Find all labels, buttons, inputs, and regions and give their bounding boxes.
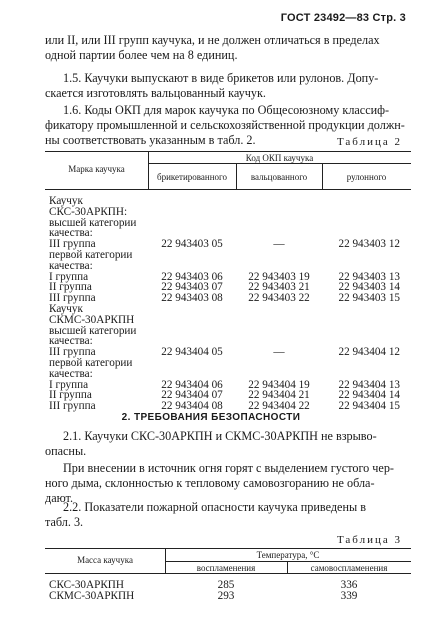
page-header: ГОСТ 23492—83 Стр. 3 xyxy=(280,12,406,24)
table-2-col-rul: рулонного xyxy=(346,172,387,182)
table-rule xyxy=(165,561,411,562)
table-rule xyxy=(148,163,411,164)
table-2-cell-brik: 22 943404 05 xyxy=(161,346,223,358)
table-2-cell-mark: I группа xyxy=(49,271,89,283)
table-2-cell-valc: 22 943403 21 xyxy=(248,281,310,293)
text-line: скается изготовлять вальцованный каучук. xyxy=(45,86,266,100)
paragraph-2-1 xyxy=(45,429,410,459)
table-2-cell-mark: Каучук xyxy=(49,303,83,315)
table-3-cell-a: 285 xyxy=(217,579,235,591)
text-line: 2.2. Показатели пожарной опасности каучука приведены в xyxy=(63,500,366,514)
table-2-cell-valc: — xyxy=(273,346,285,358)
text-line: При внесении в источник огня горят с выделением густого чер- xyxy=(63,461,394,475)
table-2-cell-mark: высшей категории xyxy=(49,217,137,229)
table-2-cell-mark: СКМС-30АРКПН xyxy=(49,314,135,326)
table-3-col-group: Температура, °С xyxy=(256,550,320,560)
table-3-col-a: воспламенения xyxy=(196,563,256,573)
table-rule xyxy=(45,573,411,574)
table-2-cell-mark: высшей категории xyxy=(49,325,137,337)
table-2-cell-brik: 22 943404 07 xyxy=(161,389,223,401)
table-2-cell-valc: 22 943404 22 xyxy=(248,400,310,412)
table-2-cell-valc: 22 943404 21 xyxy=(248,389,310,401)
table-2-cell-brik: 22 943403 07 xyxy=(161,281,223,293)
table-2-cell-valc: 22 943403 19 xyxy=(248,271,310,283)
table-2-cell-brik: 22 943403 05 xyxy=(161,238,223,250)
table-3-cell-mark: СКМС-30АРКПН xyxy=(49,590,135,602)
text-line: 1.6. Коды ОКП для марок каучука по Общесоюзному классиф- xyxy=(63,103,390,117)
table-2-cell-mark: первой категории xyxy=(49,357,133,369)
table-2-cell-brik: 22 943403 08 xyxy=(161,292,223,304)
table-2-cell-mark: качества: xyxy=(49,227,93,239)
table-2-cell-brik: 22 943403 06 xyxy=(161,271,223,283)
text-line: фикатору промышленной и сельскохозяйственной продукции должн- xyxy=(45,118,405,132)
table-2-cell-mark: II группа xyxy=(49,281,92,293)
table-2-cell-mark: III группа xyxy=(49,238,96,250)
table-2-cell-rul: 22 943403 15 xyxy=(338,292,400,304)
text-line: табл. 3. xyxy=(45,515,84,529)
intro-paragraph xyxy=(45,33,410,63)
table-2-cell-mark: СКС-30АРКПН: xyxy=(49,206,128,218)
table-rule xyxy=(45,189,411,190)
table-2-cell-rul: 22 943404 12 xyxy=(338,346,400,358)
table-2-cell-rul: 22 943404 14 xyxy=(338,389,400,401)
table-3-cell-a: 293 xyxy=(217,590,235,602)
table-2-cell-valc: 22 943403 22 xyxy=(248,292,310,304)
text-line: 1.5. Каучуки выпускают в виде брикетов или рулонов. Допу- xyxy=(63,71,379,85)
table-3-col-b: самовоспламенения xyxy=(310,563,388,573)
table-2-title: Таблица 2 xyxy=(336,136,402,148)
table-2-col-mark: Марка каучука xyxy=(68,164,125,174)
table-2-cell-mark: I группа xyxy=(49,379,89,391)
table-2-col-brik: брикетированного xyxy=(156,172,227,182)
table-2-cell-mark: II группа xyxy=(49,389,92,401)
table-2-col-group: Код ОКП каучука xyxy=(245,153,314,163)
table-2-cell-valc: — xyxy=(273,238,285,250)
table-2-cell-mark: качества: xyxy=(49,335,93,347)
table-2-cell-mark: III группа xyxy=(49,400,96,412)
table-2-cell-mark: качества: xyxy=(49,260,93,272)
table-2-cell-mark: III группа xyxy=(49,346,96,358)
text-line: 2.1. Каучуки СКС-30АРКПН и СКМС-30АРКПН не взрыво- xyxy=(63,429,377,443)
table-2-cell-rul: 22 943403 13 xyxy=(338,271,400,283)
text-line: или II, или III групп каучука, и не должен отличаться в пределах xyxy=(45,33,380,47)
table-2-cell-mark: III группа xyxy=(49,292,96,304)
table-3-title: Таблица 3 xyxy=(336,534,402,546)
table-2-cell-rul: 22 943404 15 xyxy=(338,400,400,412)
table-2-cell-mark: Каучук xyxy=(49,195,83,207)
table-rule xyxy=(45,548,411,549)
text-line: опасны. xyxy=(45,444,87,458)
text-line: дают. xyxy=(45,491,74,505)
table-3-cell-b: 339 xyxy=(340,590,358,602)
text-line: ны соответствовать указанным в табл. 2. xyxy=(45,133,256,147)
table-2-cell-mark: качества: xyxy=(49,368,93,380)
table-2-cell-brik: 22 943404 06 xyxy=(161,379,223,391)
text-line: ного дыма, склонностью к тепловому самовозгоранию не обла- xyxy=(45,476,375,490)
table-2-col-valc: вальцованного xyxy=(250,172,308,182)
table-2-cell-rul: 22 943404 13 xyxy=(338,379,400,391)
table-2-cell-valc: 22 943404 19 xyxy=(248,379,310,391)
table-3-cell-mark: СКС-30АРКПН xyxy=(49,579,124,591)
table-2-cell-mark: первой категории xyxy=(49,249,133,261)
table-2-cell-brik: 22 943404 08 xyxy=(161,400,223,412)
paragraph-2-2 xyxy=(45,500,410,530)
table-2-cell-rul: 22 943403 14 xyxy=(338,281,400,293)
section-2-title: 2. ТРЕБОВАНИЯ БЕЗОПАСНОСТИ xyxy=(121,412,301,423)
paragraph-1-5 xyxy=(45,71,410,101)
table-rule xyxy=(45,151,411,152)
text-line: одной партии более чем на 8 единиц. xyxy=(45,48,238,62)
table-3-col-mark: Масса каучука xyxy=(77,555,133,565)
table-3-cell-b: 336 xyxy=(340,579,358,591)
table-2-cell-rul: 22 943403 12 xyxy=(338,238,400,250)
